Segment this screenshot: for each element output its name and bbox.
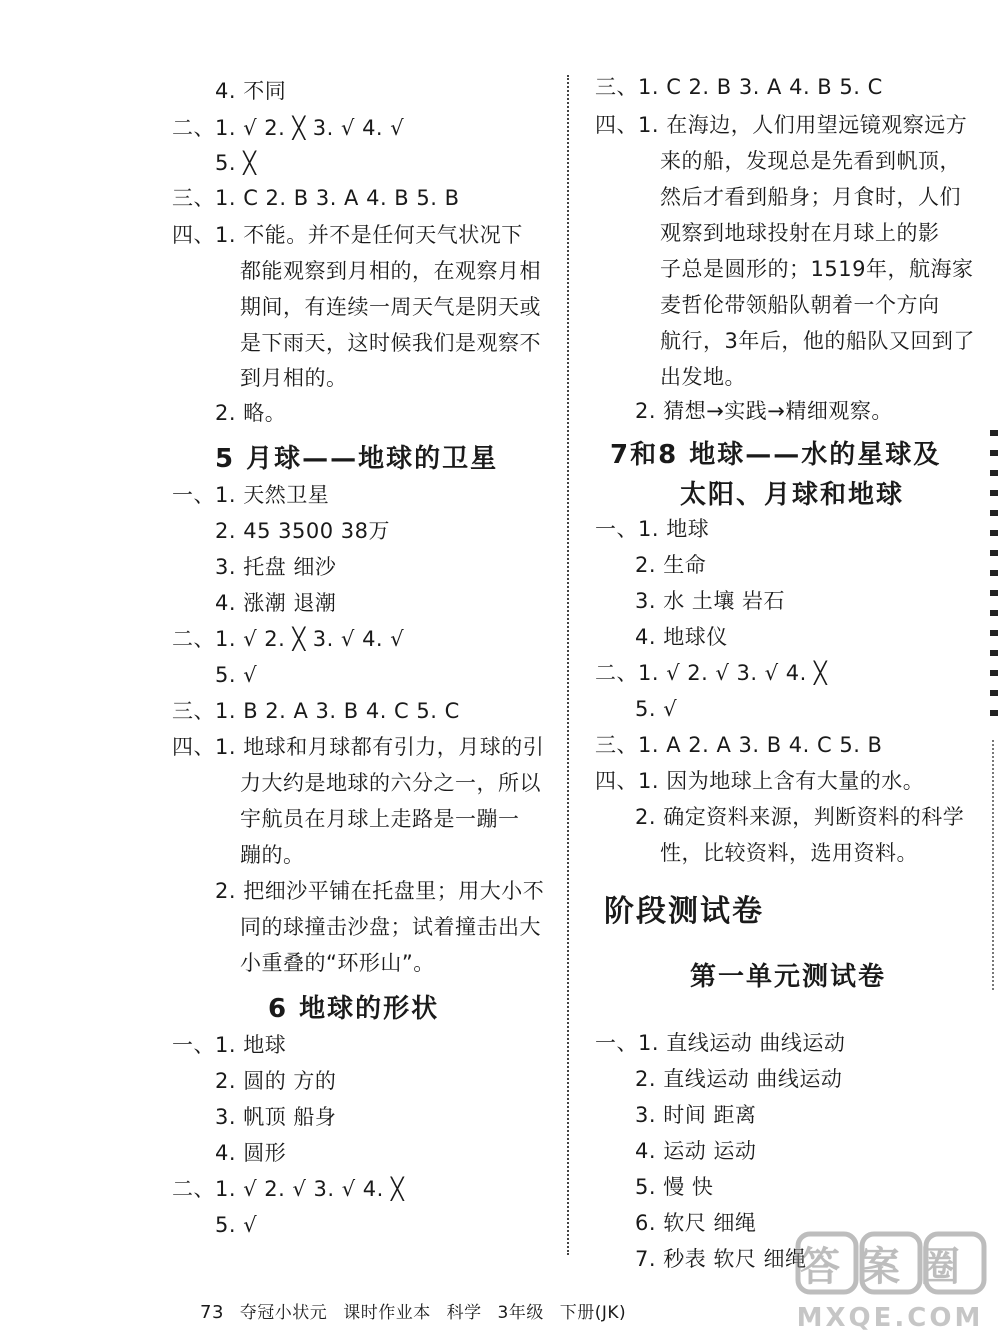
watermark-text: 答案圈 [800,1244,980,1290]
answer-line: 3. 托盘 细沙 [215,555,337,579]
answer-line: 2. 直线运动 曲线运动 [635,1067,843,1091]
answer-line: 6. 软尺 细绳 [635,1211,757,1235]
section-heading: 7和8 地球——水的星球及 [610,440,942,470]
answer-line: 一、1. 天然卫星 [172,483,330,507]
section-heading: 第一单元测试卷 [690,962,887,992]
answer-line: 小重叠的“环形山”。 [240,951,435,975]
answer-line: 5. √ [215,1213,258,1237]
page-number: 73 [200,1302,224,1323]
answer-line: 一、1. 地球 [595,517,710,541]
answer-line: 来的船，发现总是先看到帆顶， [660,149,961,173]
answer-line: 都能观察到月相的，在观察月相 [240,259,541,283]
brand-name: 夺冠小状元 [239,1303,328,1323]
answer-line: 二、1. √ 2. √ 3. √ 4. ╳ [172,1177,405,1201]
page-footer [200,1298,636,1323]
answer-line: 3. 帆顶 船身 [215,1105,337,1129]
answer-line: 期间，有连续一周天气是阴天或 [240,295,541,319]
answer-line: 2. 猜想→实践→精细观察。 [635,399,893,423]
answer-line: 三、1. C 2. B 3. A 4. B 5. B [172,186,460,210]
answer-line: 性，比较资料，选用资料。 [660,841,918,865]
answer-line: 4. 圆形 [215,1141,287,1165]
answer-line: 力大约是地球的六分之一，所以 [240,771,541,795]
answer-line: 出发地。 [660,365,746,389]
column-divider [567,75,569,1255]
answer-line: 4. 不同 [215,79,287,103]
answer-line: 2. 把细沙平铺在托盘里；用大小不 [215,879,545,903]
answer-line: 四、1. 因为地球上含有大量的水。 [595,769,925,793]
binding-edge-marks [990,430,998,720]
answer-line: 2. 略。 [215,401,287,425]
answer-line: 四、1. 在海边，人们用望远镜观察远方 [595,113,968,137]
answer-line: 二、1. √ 2. ╳ 3. √ 4. √ [172,116,405,140]
answer-line: 5. √ [215,663,258,687]
answer-line: 蹦的。 [240,843,305,867]
answer-line: 麦哲伦带领船队朝着一个方向 [660,293,940,317]
section-heading: 太阳、月球和地球 [680,480,905,510]
answer-line: 3. 水 土壤 岩石 [635,589,786,613]
answer-line: 4. 运动 运动 [635,1139,757,1163]
answer-line: 到月相的。 [240,366,348,390]
grade-label: 3年级 [497,1303,544,1323]
answer-line: 2. 45 3500 38万 [215,519,390,543]
answer-line: 三、1. A 2. A 3. B 4. C 5. B [595,733,883,757]
answer-line: 宇航员在月球上走路是一蹦一 [240,807,520,831]
answer-line: 然后才看到船身；月食时，人们 [660,185,961,209]
answer-line: 一、1. 地球 [172,1033,287,1057]
watermark-logo [790,1228,995,1333]
book-title: 课时作业本 [343,1303,431,1323]
answer-line: 一、1. 直线运动 曲线运动 [595,1031,846,1055]
answer-line: 5. √ [635,697,678,721]
answer-line: 观察到地球投射在月球上的影 [660,221,940,245]
answer-line: 四、1. 地球和月球都有引力，月球的引 [172,735,545,759]
answer-line: 二、1. √ 2. √ 3. √ 4. ╳ [595,661,828,685]
answer-line: 2. 生命 [635,553,707,577]
answer-line: 4. 涨潮 退潮 [215,591,337,615]
answer-line: 7. 秒表 软尺 细绳 [635,1247,807,1271]
volume-label: 下册(JK) [559,1303,627,1323]
answer-line: 5. ╳ [215,151,257,175]
answer-line: 2. 确定资料来源，判断资料的科学 [635,805,965,829]
answer-line: 同的球撞击沙盘；试着撞击出大 [240,915,541,939]
answer-line: 3. 时间 距离 [635,1103,757,1127]
section-heading: 6 地球的形状 [268,994,440,1024]
watermark-url: MXQE.COM [796,1303,984,1333]
section-heading: 5 月球——地球的卫星 [215,444,499,474]
answer-line: 三、1. C 2. B 3. A 4. B 5. C [595,75,883,99]
answer-line: 5. 慢 快 [635,1175,714,1199]
answer-line: 子总是圆形的；1519年，航海家 [660,257,974,281]
answer-line: 是下雨天，这时候我们是观察不 [240,331,541,355]
answer-line: 航行，3年后，他的船队又回到了 [660,329,975,353]
answer-line: 2. 圆的 方的 [215,1069,337,1093]
answer-line: 二、1. √ 2. ╳ 3. √ 4. √ [172,627,405,651]
part-heading: 阶段测试卷 [604,894,764,929]
subject-label: 科学 [446,1303,482,1323]
answer-line: 三、1. B 2. A 3. B 4. C 5. C [172,699,460,723]
binding-edge-dots [992,740,994,990]
answer-line: 四、1. 不能。并不是任何天气状况下 [172,223,523,247]
answer-line: 4. 地球仪 [635,625,728,649]
